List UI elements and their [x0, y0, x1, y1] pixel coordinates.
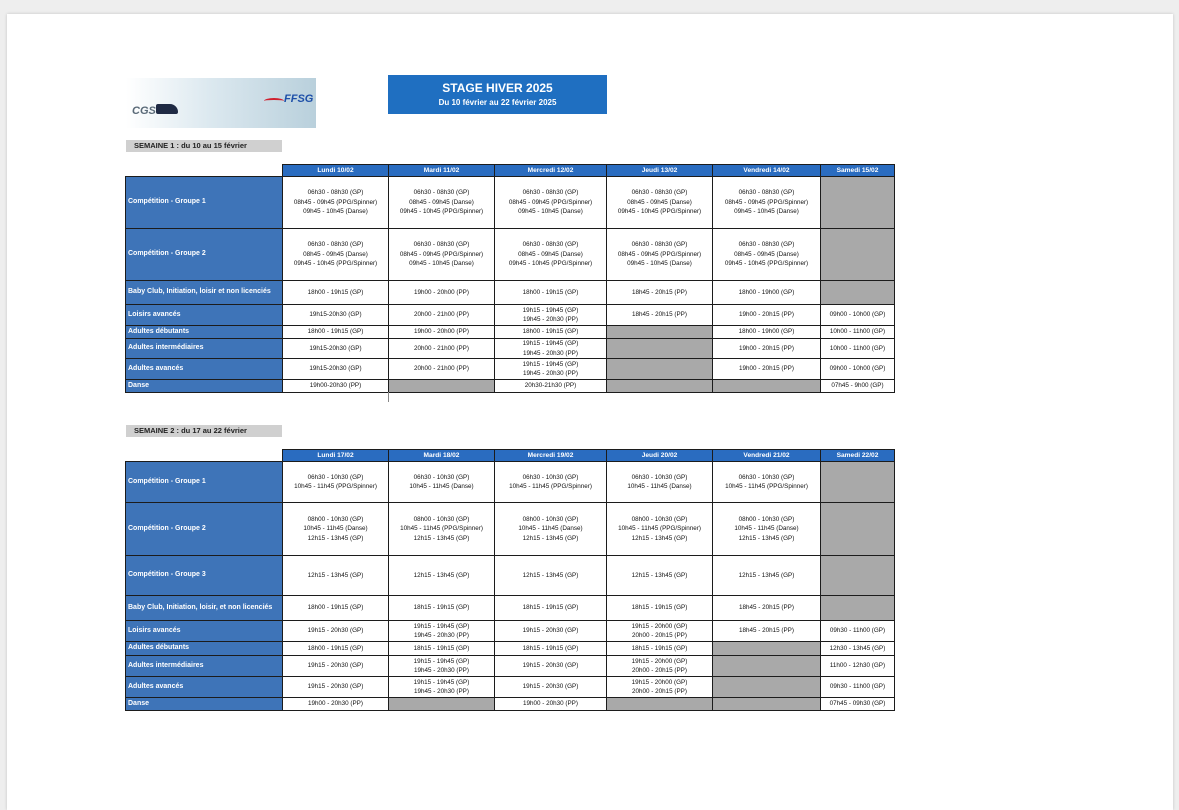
schedule-cell	[495, 698, 607, 711]
time-slot: 08h45 - 09h45 (PPG/Spinner)	[724, 198, 809, 206]
time-slot: 06h30 - 10h30 (GP)	[738, 473, 795, 481]
group-name: Compétition - Groupe 3	[126, 556, 283, 596]
group-name: Loisirs avancés	[126, 621, 283, 642]
empty-slot	[389, 380, 495, 393]
empty-slot	[821, 177, 895, 229]
schedule-cell	[495, 326, 607, 339]
time-slot: 18h45 - 20h15 (PP)	[632, 288, 687, 296]
empty-slot	[821, 281, 895, 305]
day-header: Jeudi 20/02	[607, 450, 713, 462]
schedule-cell	[495, 656, 607, 677]
schedule-cell	[821, 677, 895, 698]
time-slot: 19h15 - 19h45 (GP)	[413, 678, 470, 686]
time-slot: 09h00 - 10h00 (GP)	[829, 311, 886, 319]
schedule-cell	[283, 596, 389, 621]
schedule-cell	[713, 359, 821, 380]
schedule-cell	[389, 177, 495, 229]
time-slot: 12h15 - 13h45 (GP)	[522, 571, 579, 579]
day-header: Mardi 11/02	[389, 165, 495, 177]
day-header: Vendredi 14/02	[713, 165, 821, 177]
schedule-cell	[821, 339, 895, 359]
time-slot: 20h00 - 20h15 (PP)	[632, 688, 687, 695]
time-slot: 18h00 - 19h15 (GP)	[307, 328, 364, 336]
schedule-cell	[713, 229, 821, 281]
time-slot: 19h15-20h30 (GP)	[309, 365, 362, 373]
time-slot: 12h15 - 13h45 (GP)	[413, 571, 470, 579]
time-slot: 19h15 - 20h30 (GP)	[522, 662, 579, 670]
schedule-cell	[389, 339, 495, 359]
time-slot: 06h30 - 08h30 (GP)	[522, 241, 579, 249]
time-slot: 18h15 - 19h15 (GP)	[631, 604, 688, 612]
schedule-cell	[495, 503, 607, 556]
table-row	[126, 359, 895, 380]
group-name: Danse	[126, 380, 283, 393]
time-slot: 19h00 - 20h15 (PP)	[739, 311, 794, 319]
time-slot: 06h30 - 10h30 (GP)	[522, 473, 579, 481]
ffsg-logo-text: FFSG	[284, 93, 314, 105]
page-subtitle: Du 10 février au 22 février 2025	[438, 98, 557, 107]
schedule-cell	[283, 326, 389, 339]
time-slot: 18h00 - 19h00 (GP)	[738, 288, 795, 296]
group-name: Baby Club, Initiation, loisir, et non licenciés	[126, 596, 283, 621]
time-slot: 18h15 - 19h15 (GP)	[522, 604, 579, 612]
schedule-cell	[283, 656, 389, 677]
day-header: Vendredi 21/02	[713, 450, 821, 462]
time-slot: 09h45 - 10h45 (PPG/Spinner)	[399, 208, 484, 216]
time-slot: 06h30 - 08h30 (GP)	[738, 189, 795, 197]
time-slot: 08h00 - 10h30 (GP)	[522, 515, 579, 523]
schedule-cell	[821, 621, 895, 642]
schedule-cell	[389, 281, 495, 305]
time-slot: 18h15 - 19h15 (GP)	[522, 644, 579, 652]
time-slot: 18h00 - 19h15 (GP)	[307, 604, 364, 612]
schedule-cell	[495, 281, 607, 305]
time-slot: 10h45 - 11h45 (Danse)	[409, 483, 474, 490]
time-slot: 08h45 - 09h45 (PPG/Spinner)	[508, 198, 593, 206]
time-slot: 19h15 - 20h30 (GP)	[307, 662, 364, 670]
group-name: Baby Club, Initiation, loisir et non licenciés	[126, 281, 283, 305]
time-slot: 06h30 - 08h30 (GP)	[413, 241, 470, 249]
time-slot: 10h00 - 11h00 (GP)	[829, 344, 886, 352]
schedule-cell	[713, 177, 821, 229]
table-corner	[126, 165, 283, 177]
table-row	[126, 677, 895, 698]
schedule-cell	[495, 359, 607, 380]
time-slot: 09h30 - 11h00 (GP)	[829, 627, 886, 635]
cgs-logo-text: CGS	[132, 105, 156, 117]
schedule-cell	[389, 556, 495, 596]
table-row	[126, 380, 895, 393]
day-header: Mardi 18/02	[389, 450, 495, 462]
empty-slot	[713, 642, 821, 656]
time-slot: 08h45 - 09h45 (Danse)	[627, 198, 692, 206]
schedule-cell	[389, 621, 495, 642]
schedule-cell	[607, 503, 713, 556]
table-row	[126, 326, 895, 339]
time-slot: 09h00 - 10h00 (GP)	[829, 365, 886, 373]
schedule-cell	[283, 621, 389, 642]
page-title: STAGE HIVER 2025	[442, 81, 553, 95]
time-slot: 12h15 - 13h45 (GP)	[631, 534, 688, 542]
time-slot: 19h00 - 20h00 (PP)	[414, 288, 469, 296]
time-slot: 06h30 - 08h30 (GP)	[631, 241, 688, 249]
schedule-cell	[607, 677, 713, 698]
time-slot: 19h45 - 20h30 (PP)	[414, 667, 469, 674]
schedule-cell	[607, 642, 713, 656]
schedule-cell	[713, 462, 821, 503]
time-slot: 19h15 - 20h00 (GP)	[631, 678, 688, 686]
time-slot: 19h00 - 20h15 (PP)	[739, 365, 794, 373]
time-slot: 10h45 - 11h45 (Danse)	[518, 525, 583, 533]
time-slot: 10h45 - 11h45 (Danse)	[734, 525, 799, 533]
time-slot: 09h45 - 10h45 (Danse)	[734, 208, 799, 216]
time-slot: 08h00 - 10h30 (GP)	[631, 515, 688, 523]
empty-slot	[389, 698, 495, 711]
time-slot: 08h45 - 09h45 (Danse)	[518, 250, 583, 258]
time-slot: 08h45 - 09h45 (Danse)	[734, 250, 799, 258]
empty-slot	[713, 380, 821, 393]
time-slot: 19h15 - 19h45 (GP)	[413, 622, 470, 630]
table-row	[126, 462, 895, 503]
empty-slot	[821, 229, 895, 281]
time-slot: 19h15 - 20h30 (GP)	[522, 627, 579, 635]
empty-slot	[713, 677, 821, 698]
empty-slot	[607, 380, 713, 393]
table-row	[126, 596, 895, 621]
time-slot: 19h00 - 20h30 (PP)	[308, 700, 363, 708]
time-slot: 12h15 - 13h45 (GP)	[522, 534, 579, 542]
schedule-cell	[495, 339, 607, 359]
time-slot: 11h00 - 12h30 (GP)	[829, 662, 886, 670]
time-slot: 18h15 - 19h15 (GP)	[631, 644, 688, 652]
time-slot: 12h15 - 13h45 (GP)	[307, 571, 364, 579]
group-name: Adultes intermédiaires	[126, 656, 283, 677]
empty-slot	[821, 596, 895, 621]
schedule-cell	[821, 326, 895, 339]
table-row	[126, 621, 895, 642]
schedule-cell	[821, 359, 895, 380]
schedule-cell	[607, 281, 713, 305]
time-slot: 09h45 - 10h45 (PPG/Spinner)	[617, 208, 702, 216]
time-slot: 10h45 - 11h45 (Danse)	[627, 483, 692, 490]
time-slot: 06h30 - 10h30 (GP)	[413, 473, 470, 481]
schedule-cell	[283, 305, 389, 326]
time-slot: 08h00 - 10h30 (GP)	[413, 515, 470, 523]
schedule-cell	[607, 556, 713, 596]
group-name: Danse	[126, 698, 283, 711]
day-header: Samedi 22/02	[821, 450, 895, 462]
table-row	[126, 698, 895, 711]
group-name: Adultes débutants	[126, 642, 283, 656]
week2-label: SEMAINE 2 : du 17 au 22 février	[126, 425, 282, 437]
day-header: Jeudi 13/02	[607, 165, 713, 177]
time-slot: 06h30 - 08h30 (GP)	[307, 241, 364, 249]
time-slot: 19h00 - 20h30 (PP)	[523, 700, 578, 708]
schedule-cell	[495, 556, 607, 596]
time-slot: 18h00 - 19h15 (GP)	[522, 328, 579, 336]
schedule-cell	[607, 177, 713, 229]
time-slot: 19h00 - 20h15 (PP)	[739, 344, 794, 352]
schedule-cell	[495, 642, 607, 656]
time-slot: 06h30 - 10h30 (GP)	[307, 473, 364, 481]
time-slot: 12h15 - 13h45 (GP)	[307, 534, 364, 542]
time-slot: 20h00 - 21h00 (PP)	[414, 365, 469, 373]
time-slot: 20h00 - 20h15 (PP)	[632, 632, 687, 639]
empty-slot	[821, 462, 895, 503]
schedule-cell	[389, 305, 495, 326]
empty-slot	[607, 339, 713, 359]
time-slot: 08h45 - 09h45 (Danse)	[303, 250, 368, 258]
group-name: Compétition - Groupe 2	[126, 229, 283, 281]
time-slot: 19h15 - 20h30 (GP)	[307, 683, 364, 691]
schedule-cell	[389, 656, 495, 677]
schedule-cell	[821, 698, 895, 711]
week2-schedule-table	[125, 449, 895, 711]
group-name: Loisirs avancés	[126, 305, 283, 326]
schedule-cell	[495, 596, 607, 621]
group-name: Compétition - Groupe 2	[126, 503, 283, 556]
time-slot: 12h30 - 13h45 (GP)	[829, 644, 886, 652]
time-slot: 19h15 - 19h45 (GP)	[522, 340, 579, 348]
schedule-cell	[389, 677, 495, 698]
group-name: Compétition - Groupe 1	[126, 177, 283, 229]
schedule-cell	[713, 621, 821, 642]
time-slot: 19h45 - 20h30 (PP)	[523, 349, 578, 357]
schedule-cell	[713, 503, 821, 556]
schedule-cell	[607, 229, 713, 281]
time-slot: 19h15 - 19h45 (GP)	[522, 360, 579, 368]
time-slot: 12h15 - 13h45 (GP)	[738, 571, 795, 579]
time-slot: 09h30 - 11h00 (GP)	[829, 683, 886, 691]
schedule-cell	[283, 642, 389, 656]
time-slot: 19h00 - 20h00 (PP)	[414, 328, 469, 336]
table-row	[126, 656, 895, 677]
day-header: Mercredi 12/02	[495, 165, 607, 177]
schedule-cell	[495, 677, 607, 698]
schedule-cell	[713, 556, 821, 596]
table-corner	[126, 450, 283, 462]
title-banner	[388, 75, 607, 114]
time-slot: 12h15 - 13h45 (GP)	[631, 571, 688, 579]
time-slot: 19h15 - 20h30 (GP)	[307, 627, 364, 635]
time-slot: 07h45 - 9h00 (GP)	[831, 382, 884, 390]
week1-schedule-table	[125, 164, 895, 393]
time-slot: 20h00 - 21h00 (PP)	[414, 344, 469, 352]
schedule-cell	[283, 339, 389, 359]
time-slot: 09h45 - 10h45 (PPG/Spinner)	[724, 260, 809, 268]
time-slot: 20h00 - 20h15 (PP)	[632, 667, 687, 674]
schedule-cell	[713, 305, 821, 326]
time-slot: 06h30 - 08h30 (GP)	[738, 241, 795, 249]
time-slot: 18h45 - 20h15 (PP)	[632, 311, 687, 319]
time-slot: 18h00 - 19h15 (GP)	[307, 644, 364, 652]
week1-label: SEMAINE 1 : du 10 au 15 février	[126, 140, 282, 152]
table-row	[126, 642, 895, 656]
time-slot: 09h45 - 10h45 (Danse)	[303, 208, 368, 216]
time-slot: 06h30 - 10h30 (GP)	[631, 473, 688, 481]
time-slot: 08h45 - 09h45 (Danse)	[409, 198, 474, 206]
time-slot: 06h30 - 08h30 (GP)	[307, 189, 364, 197]
group-name: Adultes avancés	[126, 677, 283, 698]
swoosh-icon	[264, 98, 284, 104]
schedule-cell	[389, 642, 495, 656]
time-slot: 10h45 - 11h45 (PPG/Spinner)	[618, 525, 701, 533]
empty-slot	[607, 326, 713, 339]
group-name: Adultes intermédiaires	[126, 339, 283, 359]
empty-slot	[821, 556, 895, 596]
schedule-cell	[283, 462, 389, 503]
schedule-cell	[713, 326, 821, 339]
time-slot: 08h45 - 09h45 (PPG/Spinner)	[617, 250, 702, 258]
schedule-cell	[607, 596, 713, 621]
schedule-cell	[283, 556, 389, 596]
schedule-cell	[713, 596, 821, 621]
time-slot: 19h15 - 20h00 (GP)	[631, 622, 688, 630]
table-row	[126, 281, 895, 305]
empty-slot	[821, 503, 895, 556]
time-slot: 06h30 - 08h30 (GP)	[413, 189, 470, 197]
time-slot: 06h30 - 08h30 (GP)	[631, 189, 688, 197]
schedule-cell	[495, 305, 607, 326]
day-header: Lundi 17/02	[283, 450, 389, 462]
time-slot: 08h45 - 09h45 (PPG/Spinner)	[293, 198, 378, 206]
time-slot: 18h45 - 20h15 (PP)	[739, 604, 794, 612]
time-slot: 12h15 - 13h45 (GP)	[413, 534, 470, 542]
schedule-cell	[389, 462, 495, 503]
time-slot: 10h45 - 11h45 (Danse)	[303, 525, 368, 533]
schedule-cell	[821, 656, 895, 677]
schedule-cell	[821, 305, 895, 326]
schedule-cell	[713, 281, 821, 305]
table-row	[126, 339, 895, 359]
schedule-cell	[821, 380, 895, 393]
time-slot: 18h00 - 19h00 (GP)	[738, 328, 795, 336]
empty-slot	[713, 698, 821, 711]
schedule-cell	[389, 503, 495, 556]
time-slot: 07h45 - 09h30 (GP)	[829, 700, 886, 708]
time-slot: 10h45 - 11h45 (PPG/Spinner)	[294, 483, 377, 490]
time-slot: 12h15 - 13h45 (GP)	[738, 534, 795, 542]
empty-slot	[607, 698, 713, 711]
club-logo-banner	[126, 78, 316, 128]
table-row	[126, 177, 895, 229]
time-slot: 10h00 - 11h00 (GP)	[829, 328, 886, 336]
schedule-cell	[283, 503, 389, 556]
time-slot: 18h15 - 19h15 (GP)	[413, 644, 470, 652]
schedule-cell	[389, 326, 495, 339]
time-slot: 19h15 - 19h45 (GP)	[522, 306, 579, 314]
schedule-cell	[495, 380, 607, 393]
schedule-cell	[607, 305, 713, 326]
empty-slot	[713, 656, 821, 677]
time-slot: 19h15-20h30 (GP)	[309, 311, 362, 319]
schedule-cell	[495, 462, 607, 503]
time-slot: 18h45 - 20h15 (PP)	[739, 627, 794, 635]
time-slot: 19h15 - 20h30 (GP)	[522, 683, 579, 691]
schedule-cell	[389, 229, 495, 281]
schedule-cell	[607, 462, 713, 503]
group-name: Adultes débutants	[126, 326, 283, 339]
time-slot: 20h00 - 21h00 (PP)	[414, 311, 469, 319]
time-slot: 08h00 - 10h30 (GP)	[738, 515, 795, 523]
schedule-cell	[607, 621, 713, 642]
empty-slot	[607, 359, 713, 380]
schedule-cell	[821, 642, 895, 656]
time-slot: 18h00 - 19h15 (GP)	[307, 288, 364, 296]
time-slot: 19h45 - 20h30 (PP)	[523, 370, 578, 377]
time-slot: 09h45 - 10h45 (Danse)	[518, 208, 583, 216]
day-header: Mercredi 19/02	[495, 450, 607, 462]
schedule-cell	[283, 177, 389, 229]
time-slot: 06h30 - 08h30 (GP)	[522, 189, 579, 197]
time-slot: 19h00-20h30 (PP)	[309, 382, 362, 390]
time-slot: 19h15 - 19h45 (GP)	[413, 657, 470, 665]
table-row	[126, 229, 895, 281]
time-slot: 19h15 - 20h00 (GP)	[631, 657, 688, 665]
time-slot: 09h45 - 10h45 (PPG/Spinner)	[293, 260, 378, 268]
time-slot: 09h45 - 10h45 (Danse)	[409, 260, 474, 268]
time-slot: 19h45 - 20h30 (PP)	[523, 316, 578, 323]
schedule-cell	[389, 596, 495, 621]
time-slot: 18h15 - 19h15 (GP)	[413, 604, 470, 612]
divider-mark	[388, 392, 389, 402]
schedule-cell	[713, 339, 821, 359]
time-slot: 10h45 - 11h45 (PPG/Spinner)	[400, 525, 483, 533]
table-row	[126, 556, 895, 596]
time-slot: 19h15-20h30 (GP)	[309, 344, 362, 352]
time-slot: 08h00 - 10h30 (GP)	[307, 515, 364, 523]
time-slot: 20h30-21h30 (PP)	[524, 382, 577, 390]
time-slot: 19h45 - 20h30 (PP)	[414, 632, 469, 639]
table-row	[126, 305, 895, 326]
day-header: Lundi 10/02	[283, 165, 389, 177]
schedule-cell	[283, 677, 389, 698]
time-slot: 19h45 - 20h30 (PP)	[414, 688, 469, 695]
schedule-cell	[495, 177, 607, 229]
schedule-cell	[607, 656, 713, 677]
schedule-cell	[495, 229, 607, 281]
schedule-cell	[495, 621, 607, 642]
day-header: Samedi 15/02	[821, 165, 895, 177]
time-slot: 08h45 - 09h45 (PPG/Spinner)	[399, 250, 484, 258]
time-slot: 09h45 - 10h45 (PPG/Spinner)	[508, 260, 593, 268]
skate-icon	[156, 104, 178, 114]
group-name: Adultes avancés	[126, 359, 283, 380]
schedule-cell	[389, 359, 495, 380]
schedule-cell	[283, 229, 389, 281]
table-row	[126, 503, 895, 556]
time-slot: 10h45 - 11h45 (PPG/Spinner)	[725, 483, 808, 490]
group-name: Compétition - Groupe 1	[126, 462, 283, 503]
time-slot: 09h45 - 10h45 (Danse)	[627, 260, 692, 268]
schedule-cell	[283, 380, 389, 393]
schedule-cell	[283, 698, 389, 711]
time-slot: 10h45 - 11h45 (PPG/Spinner)	[509, 483, 592, 490]
schedule-cell	[283, 281, 389, 305]
time-slot: 18h00 - 19h15 (GP)	[522, 288, 579, 296]
schedule-cell	[283, 359, 389, 380]
